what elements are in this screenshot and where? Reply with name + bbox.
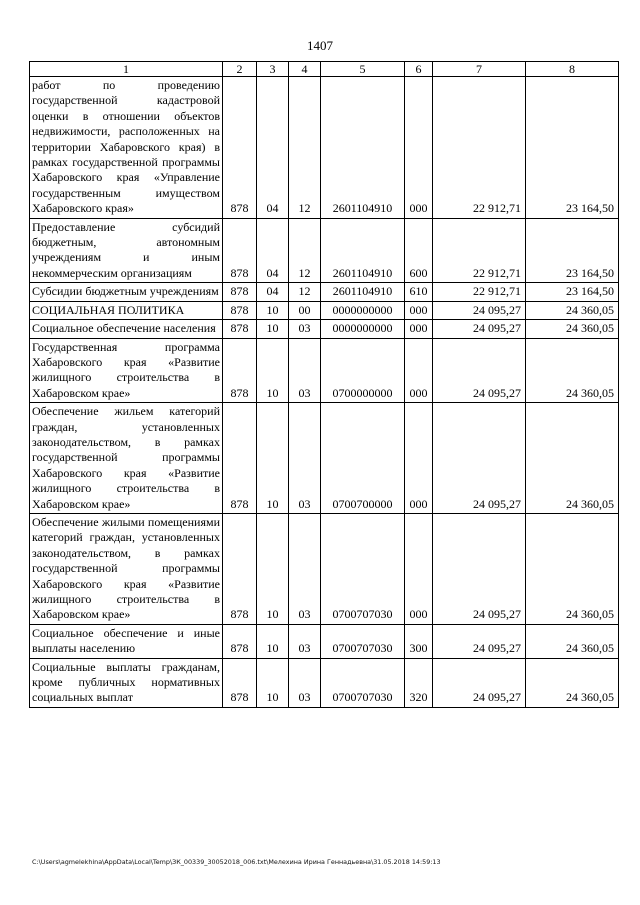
table-row [30,218,619,283]
column-header: 3 [257,62,289,77]
amount-year-1: 24 095,27 [433,403,526,514]
table-row [30,77,619,219]
target-article-code: 0700707030 [321,658,405,707]
row-description: Субсидии бюджетным учреждениям [30,283,223,301]
table-row [30,301,619,319]
row-description: Социальное обеспечение и иные выплаты населению [30,624,223,658]
target-article-code: 2601104910 [321,283,405,301]
section-code: 04 [257,218,289,283]
ministry-code: 878 [223,338,257,403]
target-article-code: 2601104910 [321,218,405,283]
column-header: 5 [321,62,405,77]
subsection-code: 03 [289,320,321,338]
table-row [30,624,619,658]
table-row [30,658,619,707]
expense-type-code: 000 [405,320,433,338]
amount-year-1: 22 912,71 [433,218,526,283]
ministry-code: 878 [223,658,257,707]
target-article-code: 0000000000 [321,301,405,319]
column-header: 1 [30,62,223,77]
subsection-code: 12 [289,77,321,219]
expense-type-code: 000 [405,513,433,624]
column-header: 4 [289,62,321,77]
section-code: 10 [257,338,289,403]
amount-year-1: 22 912,71 [433,283,526,301]
column-header: 2 [223,62,257,77]
row-description: Предоставление субсидий бюджетным, автономным учреждениям и иным некоммерческим организациям [30,218,223,283]
target-article-code: 0700000000 [321,338,405,403]
subsection-code: 03 [289,338,321,403]
subsection-code: 03 [289,624,321,658]
subsection-code: 03 [289,403,321,514]
table-row [30,403,619,514]
amount-year-1: 24 095,27 [433,320,526,338]
row-description: Обеспечение жильем категорий граждан, установленных законодательством, в рамках государственной программы Хабаровского края «Развитие жилищного строительства в Хабаровском крае» [30,403,223,514]
amount-year-1: 22 912,71 [433,77,526,219]
subsection-code: 12 [289,283,321,301]
amount-year-1: 24 095,27 [433,338,526,403]
target-article-code: 2601104910 [321,77,405,219]
amount-year-2: 24 360,05 [526,301,619,319]
table-row [30,320,619,338]
file-path-footer: C:\Users\agmelekhina\AppData\Local\Temp\ЗК_00339_30052018_006.txt\Мелехина Ирина Геннадьевна\31.05.2018 14:59:13 [32,858,441,866]
row-description: Государственная программа Хабаровского края «Развитие жилищного строительства в Хабаровском крае» [30,338,223,403]
amount-year-2: 23 164,50 [526,218,619,283]
amount-year-1: 24 095,27 [433,513,526,624]
expense-type-code: 600 [405,218,433,283]
table-row [30,513,619,624]
section-code: 04 [257,283,289,301]
amount-year-2: 23 164,50 [526,77,619,219]
ministry-code: 878 [223,513,257,624]
subsection-code: 03 [289,513,321,624]
table-header-row [30,62,619,77]
table-row [30,283,619,301]
section-code: 10 [257,658,289,707]
target-article-code: 0700707030 [321,624,405,658]
ministry-code: 878 [223,283,257,301]
amount-year-2: 24 360,05 [526,338,619,403]
subsection-code: 12 [289,218,321,283]
section-code: 10 [257,513,289,624]
column-header: 7 [433,62,526,77]
expense-type-code: 000 [405,403,433,514]
target-article-code: 0000000000 [321,320,405,338]
amount-year-2: 24 360,05 [526,513,619,624]
ministry-code: 878 [223,624,257,658]
ministry-code: 878 [223,301,257,319]
ministry-code: 878 [223,218,257,283]
expense-type-code: 320 [405,658,433,707]
expense-type-code: 000 [405,301,433,319]
ministry-code: 878 [223,77,257,219]
row-description: СОЦИАЛЬНАЯ ПОЛИТИКА [30,301,223,319]
expense-type-code: 300 [405,624,433,658]
ministry-code: 878 [223,320,257,338]
section-code: 10 [257,624,289,658]
column-header: 8 [526,62,619,77]
section-code: 10 [257,301,289,319]
target-article-code: 0700707030 [321,513,405,624]
amount-year-2: 24 360,05 [526,403,619,514]
expense-type-code: 000 [405,77,433,219]
ministry-code: 878 [223,403,257,514]
page-number: 1407 [307,38,333,53]
row-description: работ по проведению государственной кадастровой оценки в отношении объектов недвижимости, расположенных на территории Хабаровского края) в рамках государственной программы Хабаровского края «Управление государственным имуществом Хабаровского края» [30,77,223,219]
amount-year-1: 24 095,27 [433,624,526,658]
section-code: 04 [257,77,289,219]
table-row [30,338,619,403]
section-code: 10 [257,403,289,514]
amount-year-1: 24 095,27 [433,658,526,707]
amount-year-2: 24 360,05 [526,658,619,707]
amount-year-2: 23 164,50 [526,283,619,301]
amount-year-2: 24 360,05 [526,624,619,658]
expense-type-code: 610 [405,283,433,301]
section-code: 10 [257,320,289,338]
row-description: Социальное обеспечение населения [30,320,223,338]
subsection-code: 00 [289,301,321,319]
row-description: Социальные выплаты гражданам, кроме публичных нормативных социальных выплат [30,658,223,707]
row-description: Обеспечение жилыми помещениями категорий граждан, установленных законодательством, в рамках государственной программы Хабаровского края «Развитие жилищного строительства в Хабаровском крае» [30,513,223,624]
expense-type-code: 000 [405,338,433,403]
target-article-code: 0700700000 [321,403,405,514]
subsection-code: 03 [289,658,321,707]
amount-year-2: 24 360,05 [526,320,619,338]
budget-table [29,61,619,708]
amount-year-1: 24 095,27 [433,301,526,319]
column-header: 6 [405,62,433,77]
